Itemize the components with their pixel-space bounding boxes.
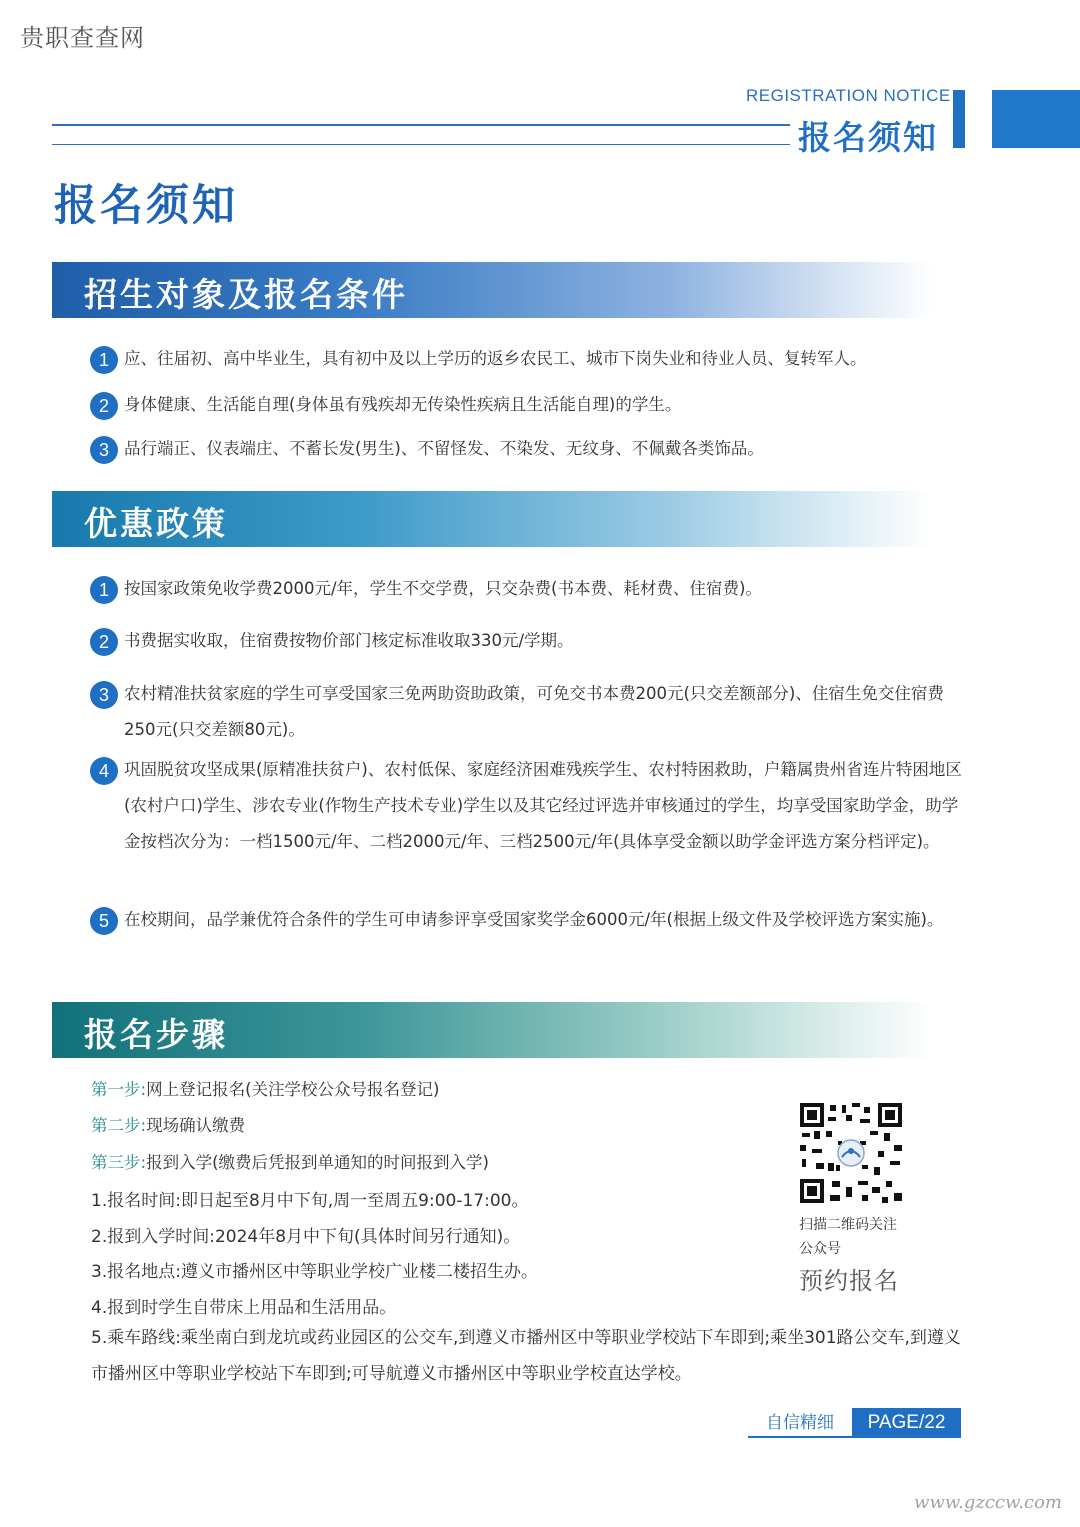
header-english-title: REGISTRATION NOTICE xyxy=(746,86,951,105)
step-3 xyxy=(91,1149,489,1173)
info-line: 1.报名时间:即日起至8月中下旬,周一至周五9:00-17:00。 xyxy=(91,1191,529,1211)
number-badge: 4 xyxy=(90,757,118,785)
qr-caption: 扫描二维码关注 xyxy=(799,1217,897,1233)
info-line: 2.报到入学时间:2024年8月中下旬(具体时间另行通知)。 xyxy=(91,1227,521,1247)
footer-motto: 自信精细 xyxy=(748,1408,852,1438)
step-label: 第一步: xyxy=(91,1080,147,1099)
info-line: 5.乘车路线:乘坐南白到龙坑或药业园区的公交车,到遵义市播州区中等职业学校站下车即到;乘坐301路公交车,到遵义市播州区中等职业学校站下车即到;可导航遵义市播州区中等职业学校直达学校。 xyxy=(91,1328,961,1384)
item-text: 巩固脱贫攻坚成果(原精准扶贫户)、农村低保、家庭经济困难残疾学生、农村特困救助，户籍属贵州省连片特困地区(农村户口)学生、涉农专业(作物生产技术专业)学生以及其它经过评选并审核通过的学生，均享受国家助学金，助学金按档次分为：一档1500元/年、二档2000元/年、三档2500元/年(具体享受金额以助学金评选方案分档评定)。 xyxy=(124,760,962,851)
number-badge: 1 xyxy=(90,346,118,374)
number-badge: 3 xyxy=(90,436,118,464)
step-text: 报到入学(缴费后凭报到单通知的时间报到入学) xyxy=(146,1153,489,1172)
header-chinese-title: 报名须知 xyxy=(798,118,938,157)
header-rule xyxy=(52,124,790,126)
item-text: 品行端正、仪表端庄、不蓄长发(男生)、不留怪发、不染发、无纹身、不佩戴各类饰品。 xyxy=(124,439,764,458)
number-badge: 2 xyxy=(90,392,118,420)
site-domain-watermark: www.gzccw.com xyxy=(914,1492,1062,1513)
item-text: 书费据实收取，住宿费按物价部门核定标准收取330元/学期。 xyxy=(124,631,574,650)
step-2 xyxy=(91,1112,245,1136)
number-badge: 5 xyxy=(90,907,118,935)
item-text: 在校期间，品学兼优符合条件的学生可申请参评享受国家奖学金6000元/年(根据上级文件及学校评选方案实施)。 xyxy=(124,910,944,929)
header-accent-block xyxy=(992,90,1080,148)
site-watermark: 贵职查查网 xyxy=(20,24,145,52)
header-accent-bar xyxy=(953,90,965,148)
step-label: 第二步: xyxy=(91,1116,147,1135)
section-band-eligibility xyxy=(52,262,932,318)
header-rule-thin xyxy=(52,144,790,145)
page-number-badge: PAGE/22 xyxy=(852,1408,961,1438)
section-title: 优惠政策 xyxy=(84,504,228,543)
section-band-steps xyxy=(52,1002,932,1058)
step-1 xyxy=(91,1076,439,1100)
item-text: 应、往届初、高中毕业生，具有初中及以上学历的返乡农民工、城市下岗失业和待业人员、复转军人。 xyxy=(124,349,867,368)
number-badge: 2 xyxy=(90,628,118,656)
step-text: 现场确认缴费 xyxy=(146,1116,246,1135)
step-label: 第三步: xyxy=(91,1153,147,1172)
item-text: 按国家政策免收学费2000元/年，学生不交学费，只交杂费(书本费、耗材费、住宿费)。 xyxy=(124,579,762,598)
step-text: 网上登记报名(关注学校公众号报名登记) xyxy=(146,1080,440,1099)
item-text: 身体健康、生活能自理(身体虽有残疾却无传染性疾病且生活能自理)的学生。 xyxy=(124,395,682,414)
page-title: 报名须知 xyxy=(54,181,238,231)
info-line: 3.报名地点:遵义市播州区中等职业学校广业楼二楼招生办。 xyxy=(91,1262,538,1282)
qr-call-to-action: 预约报名 xyxy=(799,1267,899,1295)
qr-caption-2: 公众号 xyxy=(799,1241,841,1257)
info-line: 4.报到时学生自带床上用品和生活用品。 xyxy=(91,1298,397,1318)
number-badge: 3 xyxy=(90,681,118,709)
number-badge: 1 xyxy=(90,576,118,604)
item-text: 农村精准扶贫家庭的学生可享受国家三免两助资助政策，可免交书本费200元(只交差额部分)、住宿生免交住宿费250元(只交差额80元)。 xyxy=(124,684,944,739)
section-title: 招生对象及报名条件 xyxy=(84,275,408,314)
section-band-policy xyxy=(52,491,932,547)
qr-code-icon[interactable] xyxy=(798,1101,904,1205)
section-title: 报名步骤 xyxy=(84,1015,228,1054)
